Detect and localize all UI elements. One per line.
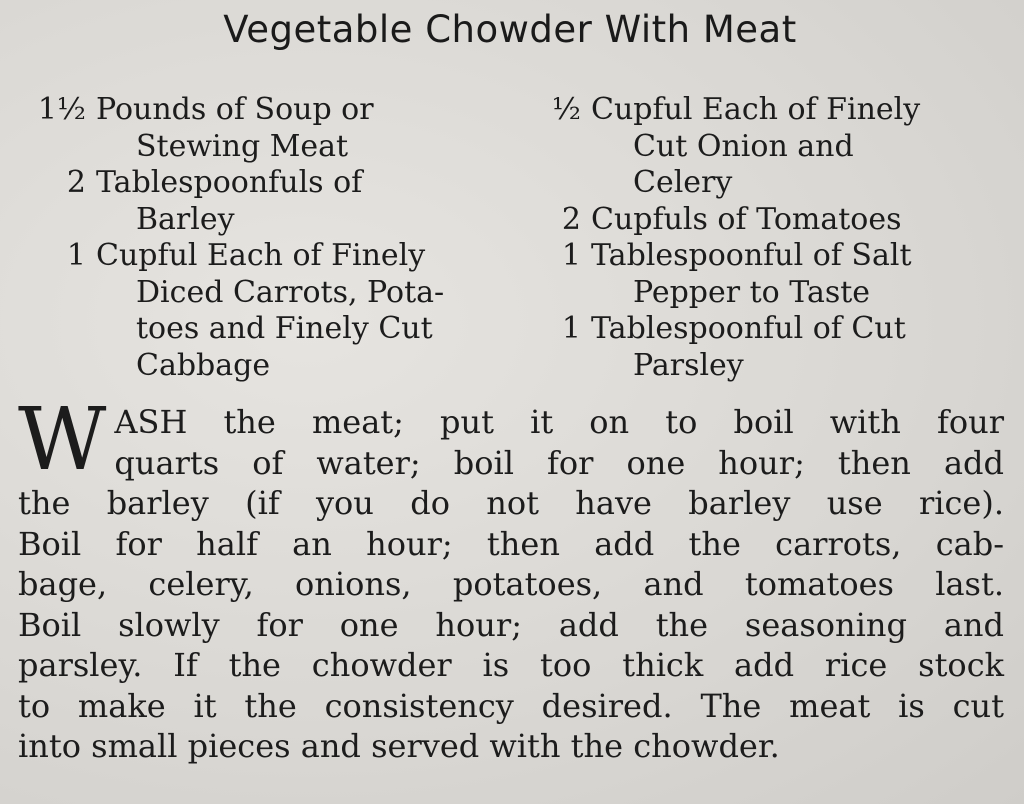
ingredient-quantity: 1 — [561, 238, 581, 273]
instruction-line: quarts of water; boil for one hour; then add — [114, 443, 1004, 482]
ingredient-text — [591, 202, 901, 239]
ingredient-item — [18, 92, 513, 165]
ingredient-item — [18, 165, 513, 238]
ingredient-text — [591, 238, 912, 311]
ingredient-text — [96, 238, 444, 384]
ingredient-quantity: ½ — [551, 92, 581, 127]
ingredient-line: Barley — [136, 201, 235, 237]
instruction-line: into small pieces and served with the chowder. — [18, 727, 780, 765]
ingredient-quantity: 1 — [561, 311, 581, 346]
ingredients-left-column — [18, 92, 513, 384]
ingredient-item — [533, 92, 1013, 202]
instruction-line: parsley. If the chowder is too thick add rice stock — [18, 646, 1004, 684]
instruction-line: to make it the consistency desired. The meat is cut — [18, 686, 1004, 725]
ingredient-quantity: 2 — [561, 201, 581, 237]
ingredient-item — [533, 311, 1013, 384]
instruction-line: Boil for half an hour; then add the carrots, cab- — [18, 524, 1004, 563]
ingredient-line: Cabbage — [136, 347, 271, 383]
instruction-line: Boil slowly for one hour; add the seasoning and — [18, 605, 1004, 644]
ingredient-text — [591, 92, 920, 202]
ingredient-quantity: 1½ — [37, 92, 86, 127]
ingredient-item — [18, 238, 513, 384]
recipe-title: Vegetable Chowder With Meat — [223, 8, 797, 51]
ingredient-line: Cut Onion and — [633, 128, 854, 164]
ingredient-line: Parsley — [633, 347, 744, 383]
instruction-line: the barley (if you do not have barley use rice). — [18, 484, 1004, 522]
ingredient-line: Celery — [633, 165, 733, 200]
drop-cap: W — [18, 390, 107, 490]
ingredient-line: Diced Carrots, Pota- — [136, 274, 445, 310]
instruction-line: ASH the meat; put it on to boil with four — [114, 403, 1004, 441]
ingredient-quantity: 1 — [66, 238, 86, 273]
ingredient-quantity: 2 — [66, 165, 86, 200]
ingredient-item — [533, 238, 1013, 311]
ingredient-text — [591, 311, 906, 384]
instructions — [18, 390, 1004, 767]
ingredient-text — [96, 92, 374, 165]
ingredient-text — [96, 165, 362, 238]
ingredient-line: Cupfuls of Tomatoes — [591, 201, 902, 237]
ingredient-line: Cupful Each of Finely — [96, 238, 426, 273]
ingredient-line: Pounds of Soup or — [96, 92, 374, 127]
ingredient-line: Cupful Each of Finely — [591, 92, 921, 127]
ingredient-line: Stewing Meat — [136, 128, 349, 164]
ingredients-right-column — [533, 92, 1013, 384]
ingredient-item — [533, 202, 1013, 239]
ingredient-line: Tablespoonful of Cut — [591, 311, 906, 346]
ingredient-line: Pepper to Taste — [633, 274, 871, 310]
ingredient-line: Tablespoonfuls of — [96, 165, 363, 200]
ingredient-line: toes and Finely Cut — [136, 311, 433, 346]
ingredient-line: Tablespoonful of Salt — [591, 238, 912, 273]
instruction-line: bage, celery, onions, potatoes, and tomatoes last. — [18, 565, 1004, 603]
